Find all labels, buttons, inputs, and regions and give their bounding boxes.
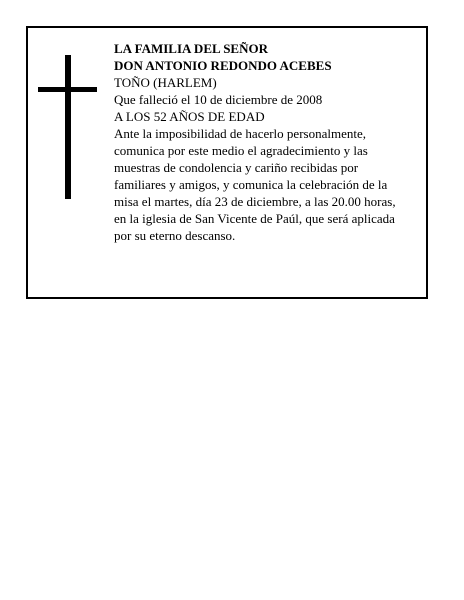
body-line-2: comunica por este medio el agradecimiento y las (114, 143, 368, 158)
body-line-4: familiares y amigos, y comunica la celebración de la (114, 177, 388, 192)
obituary-notice (26, 26, 428, 299)
death-date: Que falleció el 10 de diciembre de 2008 (114, 92, 323, 107)
body-line-7: por su eterno descanso. (114, 228, 236, 243)
age-at-death: A LOS 52 AÑOS DE EDAD (114, 109, 265, 124)
nickname: TOÑO (HARLEM) (114, 75, 217, 90)
cross-vertical-bar (65, 55, 71, 199)
body-line-3: muestras de condolencia y cariño recibidas por (114, 160, 359, 175)
cross-horizontal-bar (38, 87, 97, 92)
cross-icon (38, 55, 100, 199)
body-line-5: misa el martes, día 23 de diciembre, a las 20.00 horas, (114, 194, 396, 209)
deceased-name: DON ANTONIO REDONDO ACEBES (114, 58, 332, 73)
body-line-6: en la iglesia de San Vicente de Paúl, que será aplicada (114, 211, 395, 226)
notice-text (114, 40, 419, 244)
family-heading: LA FAMILIA DEL SEÑOR (114, 41, 268, 56)
body-line-1: Ante la imposibilidad de hacerlo personalmente, (114, 126, 366, 141)
